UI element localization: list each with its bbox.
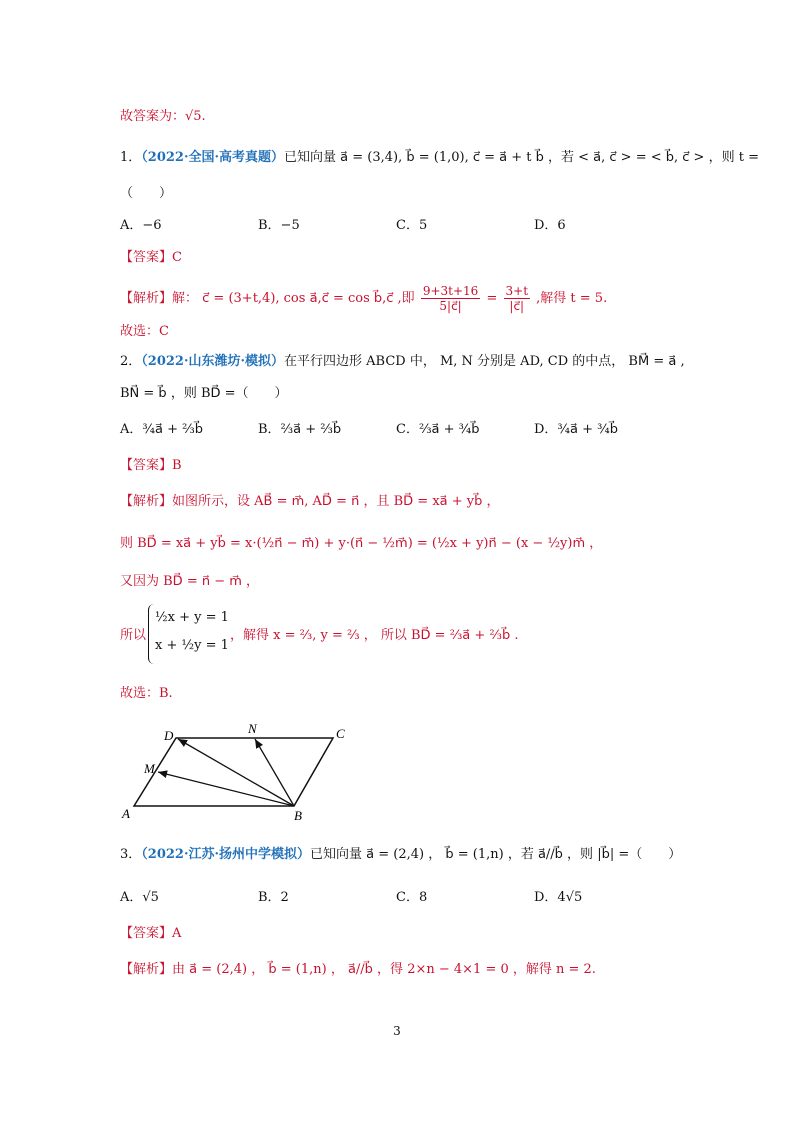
q1-paren: （ ） <box>120 186 173 201</box>
q1-stem: 已知向量 a⃗ = (3,4), b⃗ = (1,0), c⃗ = a⃗ + t b⃗ ，若 < a⃗, c⃗ > = < b⃗, c⃗ > ，则 t = <box>284 150 759 165</box>
label-a: A <box>122 806 130 821</box>
q2-option-d[interactable]: D．¾a⃗ + ¾b⃗ <box>534 422 618 437</box>
parallelogram-figure <box>118 718 358 824</box>
q1-number: 1． <box>120 150 142 165</box>
parallelogram-outline <box>134 738 333 806</box>
q1-fraction-2: $\frac{3+t}{|c⃗|}$ <box>505 284 529 313</box>
q2-analysis-pre: 所以 <box>120 628 147 643</box>
q1-option-c[interactable]: C．5 <box>396 218 428 233</box>
q3-option-c[interactable]: C．8 <box>396 890 428 905</box>
q3-number: 3． <box>120 847 142 862</box>
vector-bm <box>158 772 294 806</box>
q1-analysis-line: 【解析】解： c⃗ = (3+t,4), cos a⃗,c⃗ = cos b⃗,c⃗ ,即 $\frac{9+3t+16}{5|c⃗|}$ = $\frac{3+t}{|c⃗|}$ ,解得 t = 5. <box>120 284 608 313</box>
q3-option-a[interactable]: A．√5 <box>120 890 159 905</box>
q2-equation-system <box>148 604 229 664</box>
vector-bd <box>178 739 294 806</box>
q1-stem-line <box>120 148 759 168</box>
q3-stem-line <box>120 845 681 865</box>
q2-stem-line-2: BN⃗ = b⃗ ，则 BD⃗ =（ ） <box>120 386 288 401</box>
label-n: N <box>248 721 257 736</box>
q1-fraction-1: $\frac{9+3t+16}{5|c⃗|}$ <box>422 284 479 313</box>
q2-stem: 在平行四边形 ABCD 中， M, N 分别是 AD, CD 的中点， BM⃗ = a⃗ , <box>284 354 685 369</box>
vector-bn <box>255 739 294 806</box>
q1-analysis-tag: 【解析】 <box>120 291 173 306</box>
q2-option-c[interactable]: C．⅔a⃗ + ¾b⃗ <box>396 422 480 437</box>
q3-answer: 【答案】A <box>120 926 182 941</box>
q3-source: （2022·江苏·扬州中学模拟） <box>141 847 311 862</box>
q3-analysis-line: 【解析】由 a⃗ = (2,4) ， b⃗ = (1,n) ， a⃗//b⃗ ，得 2×n − 4×1 = 0 ，解得 n = 2. <box>120 962 596 977</box>
q3-analysis-tag: 【解析】 <box>120 962 173 977</box>
q2-number: 2． <box>120 354 142 369</box>
previous-answer-line: 故答案为：√5. <box>120 109 206 124</box>
q2-option-b[interactable]: B．⅔a⃗ + ⅔b⃗ <box>258 422 342 437</box>
q2-analysis-tag: 【解析】 <box>120 494 173 509</box>
label-c: C <box>336 726 345 741</box>
q3-option-d[interactable]: D．4√5 <box>534 890 583 905</box>
q2-answer: 【答案】B <box>120 458 182 473</box>
page-number: 3 <box>393 1024 401 1038</box>
q3-stem: 已知向量 a⃗ = (2,4) ， b⃗ = (1,n) ，若 a⃗//b⃗ ，则 |b⃗| =（ ） <box>310 847 682 862</box>
q1-option-a[interactable]: A．−6 <box>120 218 162 233</box>
label-b: B <box>294 808 302 823</box>
q2-analysis-post: ，解得 x = ⅔, y = ⅔ ， 所以 BD⃗ = ⅔a⃗ + ⅔b⃗ . <box>230 628 519 643</box>
q1-analysis-text: 解： c⃗ = (3+t,4), cos a⃗,c⃗ = cos b⃗,c⃗ ,即 <box>172 291 415 306</box>
q2-stem-line <box>120 352 685 372</box>
q1-analysis-end: ,解得 t = 5. <box>536 291 608 306</box>
q2-option-a[interactable]: A．¾a⃗ + ⅔b⃗ <box>120 422 203 437</box>
q1-choose: 故选：C <box>120 324 169 339</box>
q1-answer: 【答案】C <box>120 250 182 265</box>
q3-option-b[interactable]: B．2 <box>258 890 289 905</box>
q1-option-d[interactable]: D．6 <box>534 218 566 233</box>
q2-equation-2: x + ½y = 1 <box>155 638 229 653</box>
q1-source: （2022·全国·高考真题） <box>141 150 285 165</box>
q2-analysis-line-2: 则 BD⃗ = xa⃗ + yb⃗ = x·(½n⃗ − m⃗) + y·(n⃗ − ½m⃗) = (½x + y)n⃗ − (x − ½y)m⃗ ， <box>120 536 603 551</box>
q2-analysis-line-3: 又因为 BD⃗ = n⃗ − m⃗ ， <box>120 574 260 589</box>
q2-choose: 故选：B. <box>120 686 173 701</box>
q2-equation-1: ½x + y = 1 <box>155 610 229 625</box>
q2-analysis-line-1: 【解析】如图所示，设 AB⃗ = m⃗, AD⃗ = n⃗ ，且 BD⃗ = xa⃗ + yb⃗ ， <box>120 494 500 509</box>
label-d: D <box>164 728 174 743</box>
label-m: M <box>144 761 155 776</box>
q1-option-b[interactable]: B．−5 <box>258 218 300 233</box>
q2-source: （2022·山东潍坊·模拟） <box>141 354 285 369</box>
